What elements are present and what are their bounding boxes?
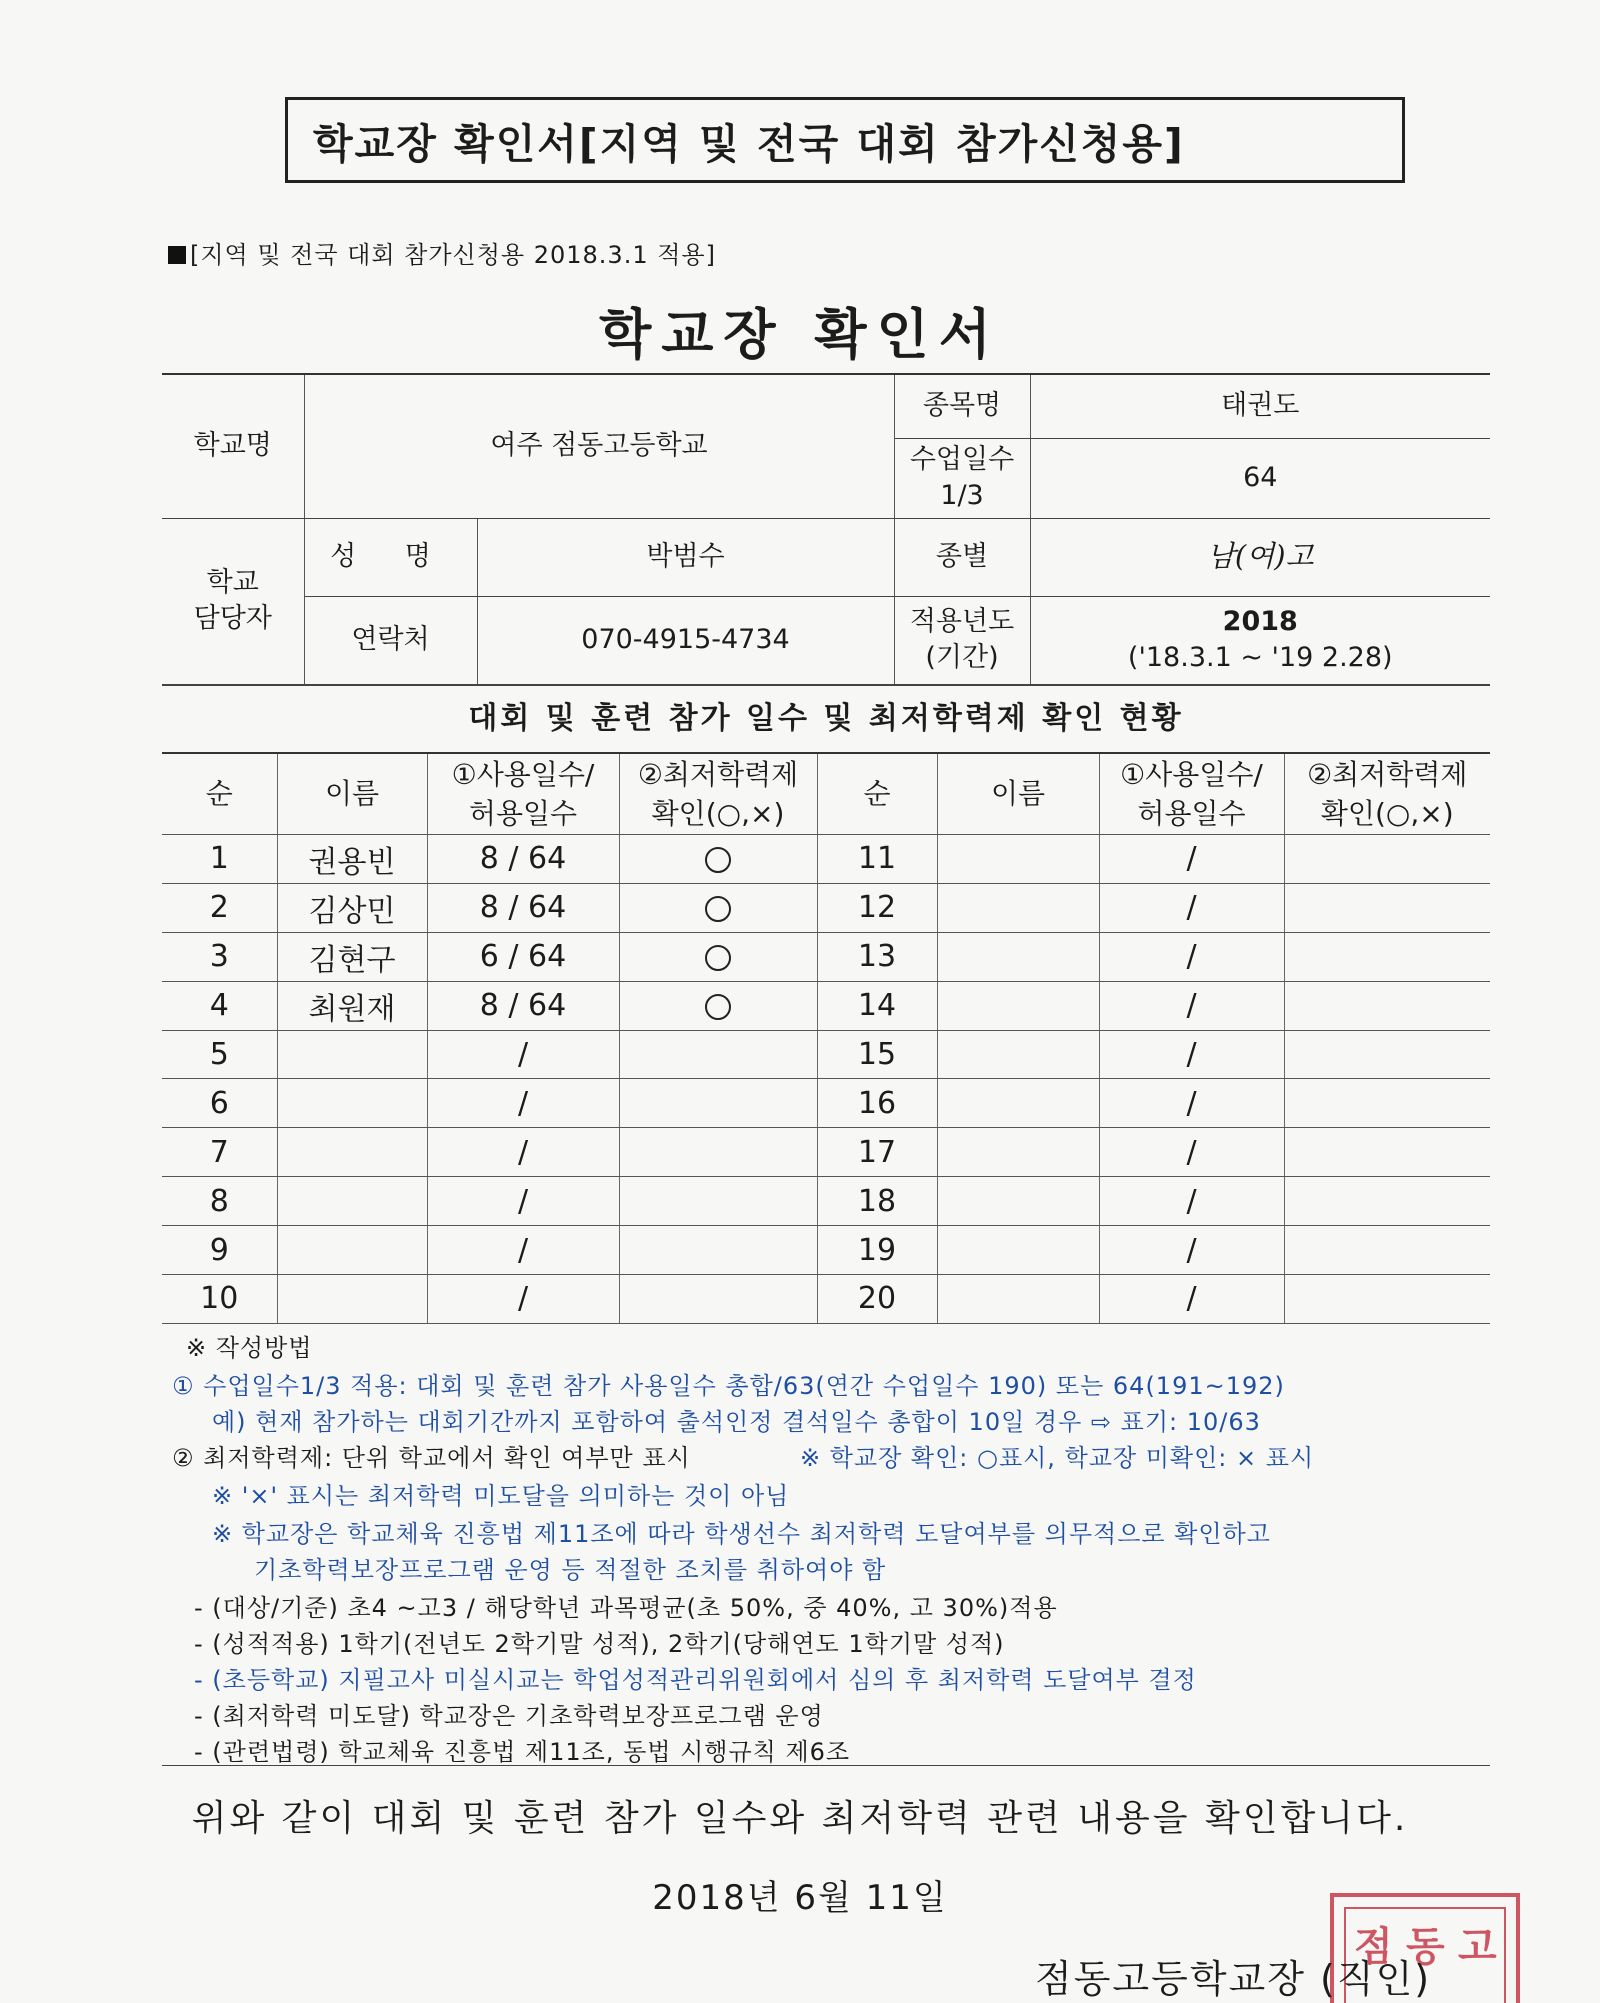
row-no-2: 20	[817, 1275, 937, 1324]
table-row	[162, 1177, 1490, 1226]
days-label: 수업일수 1/3	[894, 438, 1030, 518]
year-value: 2018 ('18.3.1 ~ '19 2.28)	[1030, 596, 1490, 684]
row-days-2: /	[1099, 1079, 1284, 1128]
row-no-2: 18	[817, 1177, 937, 1226]
row-name-2	[937, 1128, 1099, 1177]
confirmation-statement: 위와 같이 대회 및 훈련 참가 일수와 최저학력 관련 내용을 확인합니다.	[191, 1798, 1409, 1839]
row-name	[277, 1079, 427, 1128]
detail-4: - (최저학력 미도달) 학교장은 기초학력보장프로그램 운영	[194, 1702, 824, 1730]
table-row	[162, 1128, 1490, 1177]
row-no: 6	[162, 1079, 277, 1128]
table-row	[162, 883, 1490, 932]
row-days: /	[427, 1226, 619, 1275]
header-days-2: ①사용일수/ 허용일수	[1099, 753, 1284, 835]
note-4b: 기초학력보장프로그램 운영 등 적절한 조치를 취하여야 함	[254, 1556, 887, 1584]
check-circle-mark	[705, 945, 731, 971]
check-circle-mark	[705, 994, 731, 1020]
row-days: /	[427, 1030, 619, 1079]
header-check: ②최저학력제 확인(○,×)	[619, 753, 817, 835]
row-no: 3	[162, 932, 277, 981]
document-date: 2018년 6월 11일	[652, 1878, 948, 1918]
note-2b: ※ 학교장 확인: ○표시, 학교장 미확인: × 표시	[800, 1444, 1315, 1472]
table-row	[162, 835, 1490, 884]
row-check-2	[1284, 883, 1490, 932]
notes-divider	[162, 1765, 1490, 1766]
header-check-2: ②최저학력제 확인(○,×)	[1284, 753, 1490, 835]
row-no-2: 19	[817, 1226, 937, 1275]
row-check	[619, 932, 817, 981]
row-no-2: 11	[817, 835, 937, 884]
row-check-2	[1284, 1226, 1490, 1275]
row-name	[277, 1275, 427, 1324]
row-name	[277, 1226, 427, 1275]
row-check	[619, 1226, 817, 1275]
row-name	[277, 1128, 427, 1177]
header-name: 이름	[277, 753, 427, 835]
row-days-2: /	[1099, 1030, 1284, 1079]
days-value: 64	[1030, 438, 1490, 518]
table-row	[162, 1226, 1490, 1275]
header-no-2: 순	[817, 753, 937, 835]
row-name: 최원재	[277, 981, 427, 1030]
row-name: 김상민	[277, 883, 427, 932]
row-days-2: /	[1099, 1226, 1284, 1275]
note-1b: 예) 현재 참가하는 대회기간까지 포함하여 출석인정 결석일수 총합이 10일 경우 ⇨ 표기: 10/63	[212, 1408, 1261, 1436]
document-subtitle: [지역 및 전국 대회 참가신청용 2018.3.1 적용]	[168, 235, 716, 270]
row-days-2: /	[1099, 1177, 1284, 1226]
row-no-2: 13	[817, 932, 937, 981]
row-no: 5	[162, 1030, 277, 1079]
row-check-2	[1284, 1275, 1490, 1324]
row-name-2	[937, 981, 1099, 1030]
row-days-2: /	[1099, 1128, 1284, 1177]
row-days: 8 / 64	[427, 835, 619, 884]
detail-3: - (초등학교) 지필고사 미실시교는 학업성적관리위원회에서 심의 후 최저학력 도달여부 결정	[194, 1666, 1197, 1694]
type-value: 남(여)고	[1030, 518, 1490, 596]
row-check	[619, 1030, 817, 1079]
box-title: 학교장 확인서[지역 및 전국 대회 참가신청용]	[313, 119, 1185, 168]
row-no: 8	[162, 1177, 277, 1226]
row-check	[619, 1177, 817, 1226]
row-check	[619, 835, 817, 884]
info-table	[162, 373, 1490, 685]
contact-value: 070-4915-4734	[477, 596, 894, 684]
note-4a: ※ 학교장은 학교체육 진흥법 제11조에 따라 학생선수 최저학력 도달여부를 의무적으로 확인하고	[212, 1520, 1271, 1548]
row-name: 김현구	[277, 932, 427, 981]
year-label: 적용년도 (기간)	[894, 596, 1030, 684]
row-name	[277, 1177, 427, 1226]
main-title: 학교장 확인서	[599, 303, 1001, 366]
row-name-2	[937, 1079, 1099, 1128]
detail-2: - (성적적용) 1학기(전년도 2학기말 성적), 2학기(당해연도 1학기말 성적)	[194, 1630, 1005, 1658]
row-days-2: /	[1099, 981, 1284, 1030]
table-row	[162, 1030, 1490, 1079]
row-check-2	[1284, 1079, 1490, 1128]
row-check	[619, 883, 817, 932]
row-check-2	[1284, 932, 1490, 981]
row-no: 1	[162, 835, 277, 884]
table-row	[162, 932, 1490, 981]
row-days: /	[427, 1275, 619, 1324]
row-name-2	[937, 1275, 1099, 1324]
table-row	[162, 981, 1490, 1030]
row-days-2: /	[1099, 835, 1284, 884]
row-no-2: 16	[817, 1079, 937, 1128]
row-check-2	[1284, 835, 1490, 884]
participants-table	[162, 752, 1490, 1324]
type-label: 종별	[894, 518, 1030, 596]
school-value: 여주 점동고등학교	[304, 374, 894, 518]
name-label: 성 명	[304, 518, 477, 596]
table-row	[162, 1079, 1490, 1128]
row-check-2	[1284, 981, 1490, 1030]
section-heading: 대회 및 훈련 참가 일수 및 최저학력제 확인 현황	[162, 685, 1490, 752]
row-no: 10	[162, 1275, 277, 1324]
detail-5: - (관련법령) 학교체육 진흥법 제11조, 동법 시행규칙 제6조	[194, 1738, 851, 1766]
header-days: ①사용일수/ 허용일수	[427, 753, 619, 835]
manager-label: 학교 담당자	[162, 518, 304, 684]
row-days-2: /	[1099, 883, 1284, 932]
row-name-2	[937, 1030, 1099, 1079]
row-no-2: 15	[817, 1030, 937, 1079]
school-label: 학교명	[162, 374, 304, 518]
row-days: /	[427, 1128, 619, 1177]
row-name-2	[937, 1226, 1099, 1275]
row-no: 7	[162, 1128, 277, 1177]
document-title-box	[285, 97, 1405, 183]
row-name: 권용빈	[277, 835, 427, 884]
row-name	[277, 1030, 427, 1079]
official-seal-stamp: 점 동 고	[1330, 1893, 1520, 2003]
row-no: 2	[162, 883, 277, 932]
row-name-2	[937, 932, 1099, 981]
header-name-2: 이름	[937, 753, 1099, 835]
row-check-2	[1284, 1030, 1490, 1079]
table-row	[162, 1275, 1490, 1324]
row-name-2	[937, 1177, 1099, 1226]
row-name-2	[937, 883, 1099, 932]
row-check	[619, 1128, 817, 1177]
row-days: /	[427, 1177, 619, 1226]
row-days: 8 / 64	[427, 981, 619, 1030]
sport-value: 태권도	[1030, 374, 1490, 438]
row-no: 4	[162, 981, 277, 1030]
row-check-2	[1284, 1177, 1490, 1226]
row-check	[619, 1079, 817, 1128]
row-days-2: /	[1099, 932, 1284, 981]
header-no: 순	[162, 753, 277, 835]
detail-1: - (대상/기준) 초4 ~고3 / 해당학년 과목평균(초 50%, 중 40%, 고 30%)적용	[194, 1594, 1058, 1622]
row-name-2	[937, 835, 1099, 884]
sport-label: 종목명	[894, 374, 1030, 438]
row-check	[619, 1275, 817, 1324]
principal-signature: 점동고등학교장 (직인)	[1035, 1957, 1432, 2001]
note-3: ※ '×' 표시는 최저학력 미도달을 의미하는 것이 아님	[212, 1482, 790, 1510]
check-circle-mark	[705, 896, 731, 922]
row-no-2: 14	[817, 981, 937, 1030]
row-check	[619, 981, 817, 1030]
row-days: /	[427, 1079, 619, 1128]
black-square-icon	[168, 246, 186, 264]
row-no: 9	[162, 1226, 277, 1275]
row-check-2	[1284, 1128, 1490, 1177]
row-days: 8 / 64	[427, 883, 619, 932]
check-circle-mark	[705, 847, 731, 873]
notes-title: ※ 작성방법	[186, 1334, 313, 1362]
row-no-2: 12	[817, 883, 937, 932]
note-2a: ② 최저학력제: 단위 학교에서 확인 여부만 표시	[172, 1444, 691, 1472]
row-days: 6 / 64	[427, 932, 619, 981]
row-days-2: /	[1099, 1275, 1284, 1324]
name-value: 박범수	[477, 518, 894, 596]
contact-label: 연락처	[304, 596, 477, 684]
row-no-2: 17	[817, 1128, 937, 1177]
note-1a: ① 수업일수1/3 적용: 대회 및 훈련 참가 사용일수 총합/63(연간 수업일수 190) 또는 64(191~192)	[172, 1372, 1285, 1400]
